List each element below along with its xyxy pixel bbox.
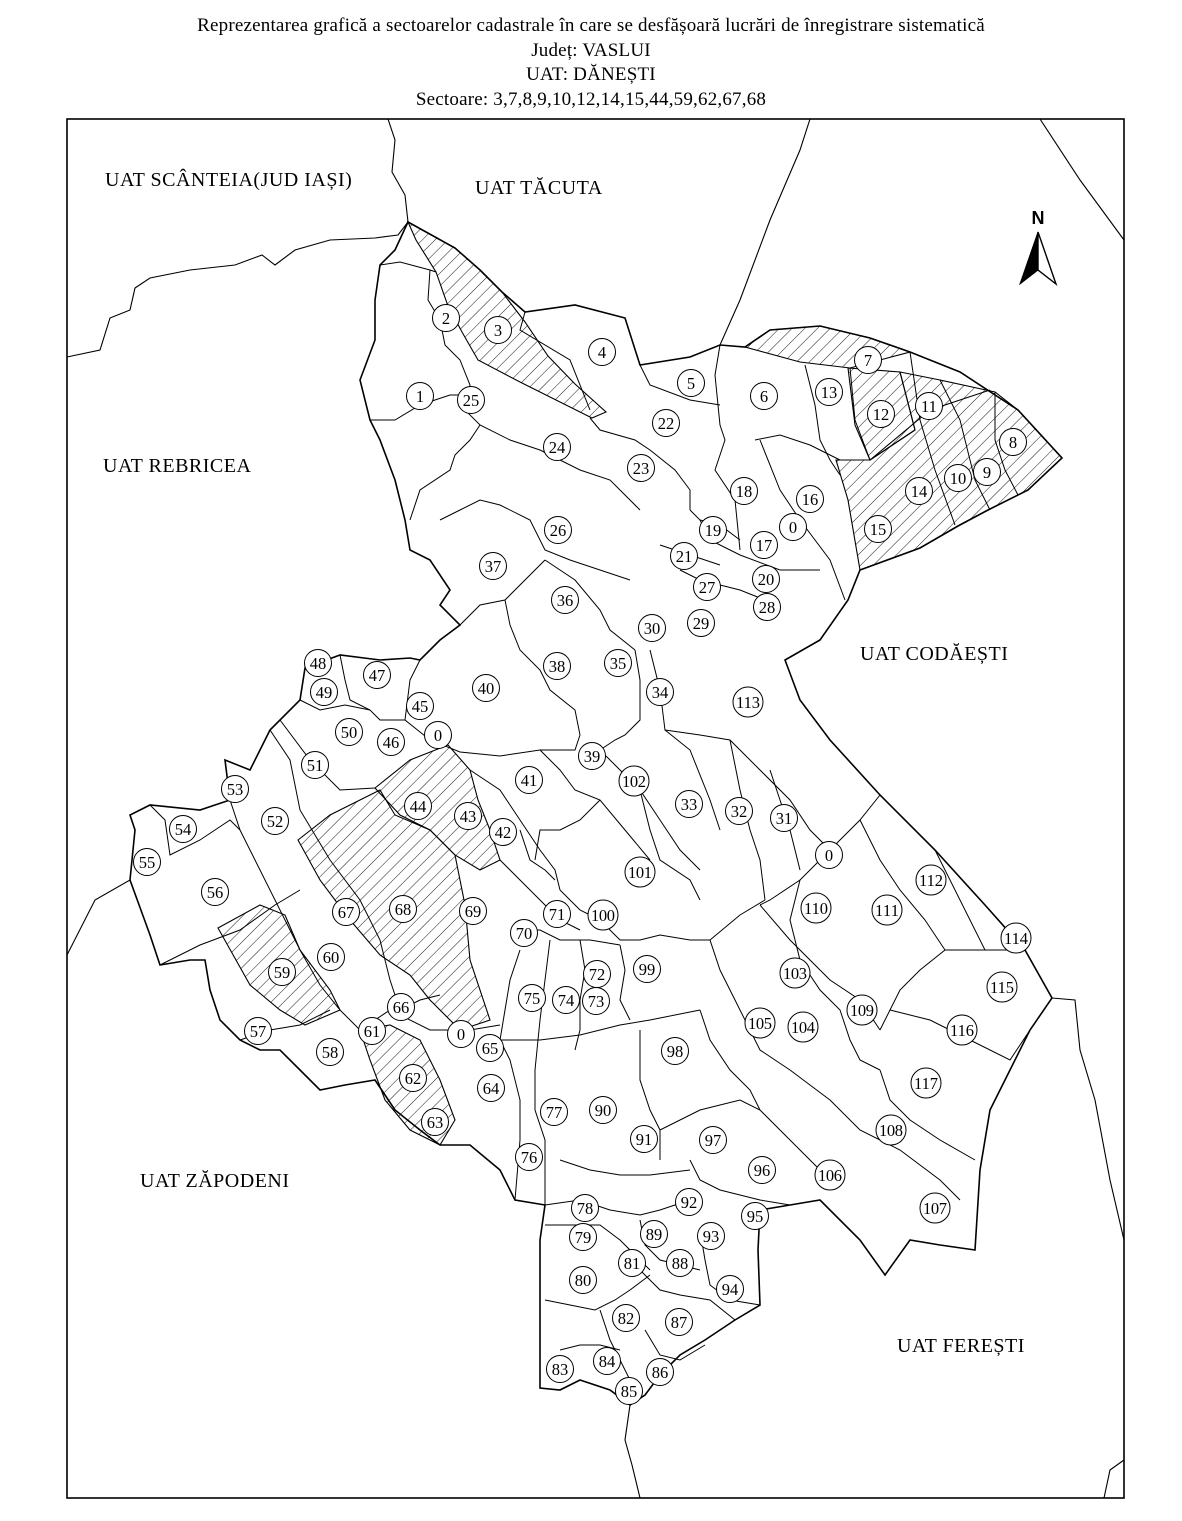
sector-number-label: 117 [914, 1074, 938, 1093]
sector-number-label: 73 [587, 992, 605, 1011]
uat-label-tacuta: UAT TĂCUTA [475, 177, 603, 199]
sector-number-label: 115 [990, 978, 1014, 997]
sector-number-label: 91 [635, 1130, 653, 1149]
map-frame [67, 119, 1124, 1498]
sector-number-label: 75 [523, 989, 541, 1008]
sector-number-label: 42 [494, 823, 512, 842]
sector-number-label: 56 [206, 883, 224, 902]
sector-number-label: 60 [322, 948, 340, 967]
sector-number-label: 58 [321, 1043, 339, 1062]
sector-number-label: 32 [730, 802, 748, 821]
sector-number-label: 83 [551, 1360, 569, 1379]
sector-number-label: 88 [671, 1254, 689, 1273]
sector-number-label: 72 [588, 965, 606, 984]
sector-number-label: 55 [138, 853, 156, 872]
sector-number-label: 71 [548, 905, 566, 924]
sector-number-label: 7 [863, 351, 873, 370]
sector-number-label: 90 [594, 1101, 612, 1120]
sector-number-label: 10 [949, 469, 967, 488]
neighbor-boundaries [67, 119, 1124, 1498]
sector-number-label: 41 [520, 771, 538, 790]
sector-number-label: 49 [315, 683, 333, 702]
sector-number-label: 3 [493, 321, 503, 340]
sector-number-label: 11 [921, 397, 937, 416]
sector-number-label: 16 [801, 490, 819, 509]
sector-number-label: 52 [266, 812, 284, 831]
sector-number-label: 28 [758, 598, 776, 617]
sector-number-label: 26 [549, 521, 567, 540]
sector-number-label: 108 [879, 1121, 903, 1140]
sector-number-label: 94 [721, 1280, 739, 1299]
sector-number-label: 116 [950, 1021, 974, 1040]
north-arrow [1020, 208, 1056, 284]
sector-number-label: 46 [382, 733, 400, 752]
sector-number-label: 22 [657, 414, 675, 433]
sector-number-label: 0 [824, 846, 834, 865]
sector-number-label: 37 [484, 557, 502, 576]
sector-number-label: 109 [850, 1001, 874, 1020]
sector-number-label: 80 [574, 1271, 592, 1290]
sector-number-label: 82 [617, 1309, 635, 1328]
sector-number-label: 48 [309, 654, 327, 673]
sector-number-label: 54 [174, 820, 192, 839]
sector-number-label: 86 [651, 1363, 669, 1382]
sectors-list: Sectoare: 3,7,8,9,10,12,14,15,44,59,62,67,68 [415, 88, 767, 110]
sector-number-label: 93 [702, 1227, 720, 1246]
sector-number-label: 106 [818, 1166, 842, 1185]
sector-number-label: 105 [748, 1014, 772, 1033]
sector-number-label: 51 [306, 756, 324, 775]
sector-number-label: 61 [363, 1022, 381, 1041]
uat-label: UAT: DĂNEȘTI [526, 64, 656, 85]
sector-number-label: 40 [477, 679, 495, 698]
sector-number-label: 103 [783, 964, 807, 983]
sector-number-label: 96 [753, 1161, 771, 1180]
sector-number-label: 110 [804, 899, 828, 918]
uat-label-codaesti: UAT CODĂEȘTI [860, 643, 1009, 665]
sector-number-label: 53 [226, 780, 244, 799]
sector-number-label: 97 [704, 1131, 722, 1150]
sector-number-label: 8 [1008, 433, 1018, 452]
sector-number-label: 14 [910, 482, 928, 501]
map-title: Reprezentarea grafică a sectoarelor cadastrale în care se desfășoară lucrări de înregistrare sistematică [197, 15, 985, 36]
sector-number-label: 17 [755, 536, 773, 555]
sector-number-label: 20 [757, 570, 775, 589]
sector-number-label: 89 [645, 1225, 663, 1244]
sector-number-label: 81 [623, 1254, 641, 1273]
sector-number-label: 95 [746, 1207, 764, 1226]
north-label: N [1031, 208, 1045, 228]
sector-number-label: 69 [464, 902, 482, 921]
sector-number-label: 76 [520, 1148, 538, 1167]
sector-number-label: 2 [441, 309, 451, 328]
sector-number-label: 77 [545, 1103, 563, 1122]
sector-number-label: 31 [775, 809, 793, 828]
sector-number-label: 47 [368, 666, 386, 685]
sector-number-label: 18 [735, 482, 753, 501]
sector-number-label: 84 [598, 1352, 616, 1371]
sector-number-label: 98 [666, 1042, 684, 1061]
sector-number-label: 79 [574, 1228, 592, 1247]
sector-number-label: 92 [680, 1193, 698, 1212]
sector-number-label: 0 [433, 726, 443, 745]
sector-number-label: 64 [482, 1079, 500, 1098]
sector-number-label: 74 [557, 991, 575, 1010]
sector-number-label: 39 [583, 747, 601, 766]
sector-number-label: 24 [548, 438, 566, 457]
sector-number-label: 104 [791, 1018, 815, 1037]
sector-number-label: 0 [456, 1025, 466, 1044]
uat-label-zapodeni: UAT ZĂPODENI [140, 1170, 290, 1192]
sector-number-label: 29 [692, 614, 710, 633]
sector-number-label: 107 [923, 1199, 947, 1218]
sector-7-area [745, 326, 910, 368]
sector-number-label: 50 [340, 723, 358, 742]
sector-number-label: 6 [759, 387, 769, 406]
uat-label-feresti: UAT FEREȘTI [897, 1335, 1025, 1357]
sector-number-label: 114 [1004, 929, 1028, 948]
sector-number-label: 102 [622, 772, 646, 791]
sector-number-label: 33 [680, 795, 698, 814]
sector-number-label: 13 [820, 383, 838, 402]
sector-number-label: 1 [415, 387, 425, 406]
sector-number-label: 111 [875, 901, 899, 920]
sector-number-label: 21 [675, 547, 693, 566]
sector-number-label: 4 [597, 343, 607, 362]
sector-number-label: 15 [869, 520, 887, 539]
uat-label-scanteia: UAT SCÂNTEIA(JUD IAȘI) [105, 169, 353, 191]
sector-number-label: 70 [515, 924, 533, 943]
sector-number-label: 44 [409, 797, 427, 816]
sector-number-label: 78 [576, 1199, 594, 1218]
sector-number-label: 62 [404, 1069, 422, 1088]
sector-number-label: 68 [394, 900, 412, 919]
sector-number-label: 65 [481, 1039, 499, 1058]
sector-number-label: 38 [548, 657, 566, 676]
sector-number-label: 23 [632, 459, 650, 478]
sector-number-label: 63 [426, 1113, 444, 1132]
sector-number-label: 85 [620, 1382, 638, 1401]
sector-number-label: 19 [704, 521, 722, 540]
sector-number-label: 59 [273, 963, 291, 982]
sector-number-label: 30 [643, 619, 661, 638]
sector-number-label: 27 [698, 578, 716, 597]
sector-number-label: 100 [591, 906, 615, 925]
sector-number-label: 57 [249, 1022, 267, 1041]
sector-number-label: 101 [628, 863, 652, 882]
sector-number-label: 0 [788, 518, 798, 537]
uat-label-rebricea: UAT REBRICEA [103, 455, 252, 477]
county-label: Județ: VASLUI [531, 39, 651, 61]
sector-number-label: 112 [919, 871, 943, 890]
sector-number-label: 43 [459, 807, 477, 826]
sector-number-label: 5 [686, 374, 696, 393]
sector-number-label: 9 [982, 463, 992, 482]
sector-number-label: 25 [462, 391, 480, 410]
sector-number-label: 35 [609, 654, 627, 673]
sector-number-label: 87 [670, 1313, 688, 1332]
sector-number-label: 45 [411, 697, 429, 716]
sector-number-label: 12 [872, 405, 890, 424]
sector-number-label: 66 [392, 998, 410, 1017]
sector-number-label: 36 [556, 591, 574, 610]
sector-number-label: 34 [651, 683, 669, 702]
sector-number-label: 67 [337, 903, 355, 922]
sector-number-label: 113 [736, 693, 760, 712]
sector-number-label: 99 [638, 960, 656, 979]
